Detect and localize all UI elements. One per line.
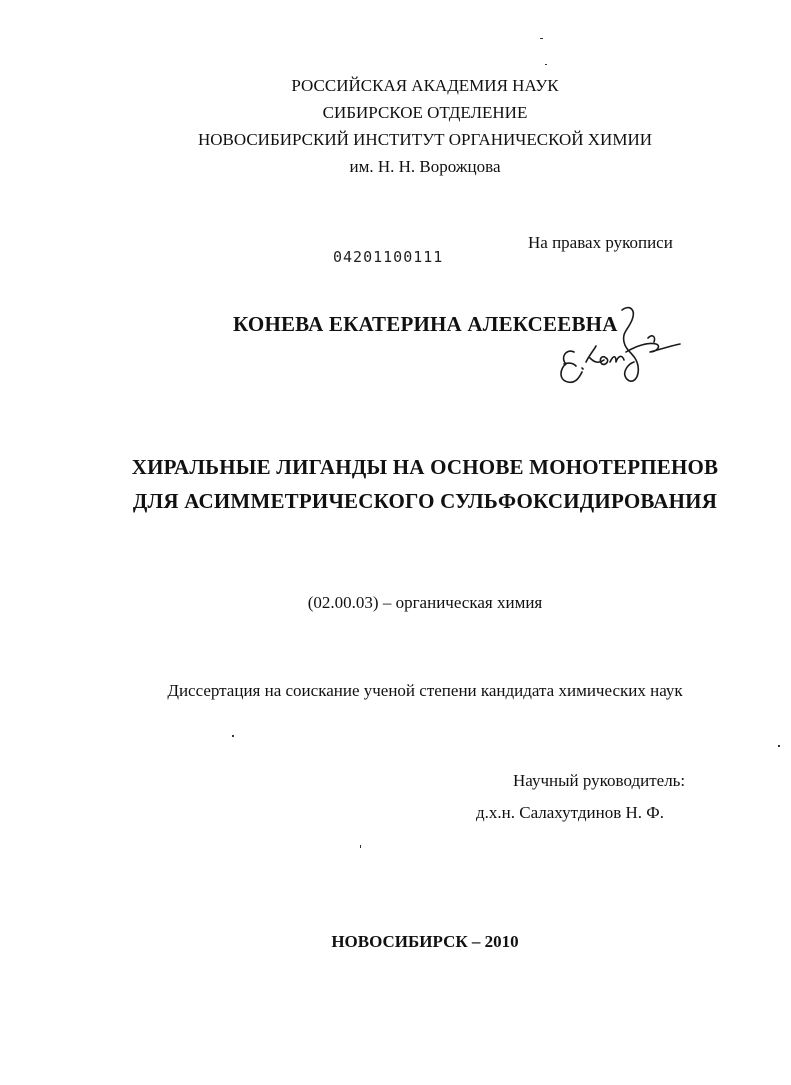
supervisor-name: д.х.н. Салахутдинов Н. Ф.: [476, 803, 664, 822]
institution-branch: СИБИРСКОЕ ОТДЕЛЕНИЕ: [322, 103, 528, 122]
scan-speck: [545, 64, 547, 65]
scan-speck: [540, 38, 543, 39]
dissertation-title-line1: ХИРАЛЬНЫЕ ЛИГАНДЫ НА ОСНОВЕ МОНОТЕРПЕНОВ: [131, 455, 719, 479]
registry-number: 04201100111: [333, 248, 444, 266]
scan-speck: [232, 735, 234, 737]
institution-namesake: им. Н. Н. Ворожцова: [349, 157, 501, 176]
author-name: КОНЕВА ЕКАТЕРИНА АЛЕКСЕЕВНА: [233, 312, 618, 336]
degree-statement: Диссертация на соискание ученой степени кандидата химических наук: [167, 681, 683, 700]
dissertation-title-line2: ДЛЯ АСИММЕТРИЧЕСКОГО СУЛЬФОКСИДИРОВАНИЯ: [132, 489, 718, 513]
city-year: НОВОСИБИРСК – 2010: [331, 932, 519, 951]
institution-name: НОВОСИБИРСКИЙ ИНСТИТУТ ОРГАНИЧЕСКОЙ ХИМИИ: [197, 130, 653, 149]
manuscript-rights-note: На правах рукописи: [528, 233, 673, 252]
author-signature: [552, 302, 687, 397]
specialty-code: (02.00.03) – органическая химия: [307, 593, 543, 612]
scan-speck: [778, 745, 780, 747]
scan-speck: [360, 845, 361, 848]
institution-academy: РОССИЙСКАЯ АКАДЕМИЯ НАУК: [291, 76, 559, 95]
supervisor-label: Научный руководитель:: [513, 771, 686, 790]
